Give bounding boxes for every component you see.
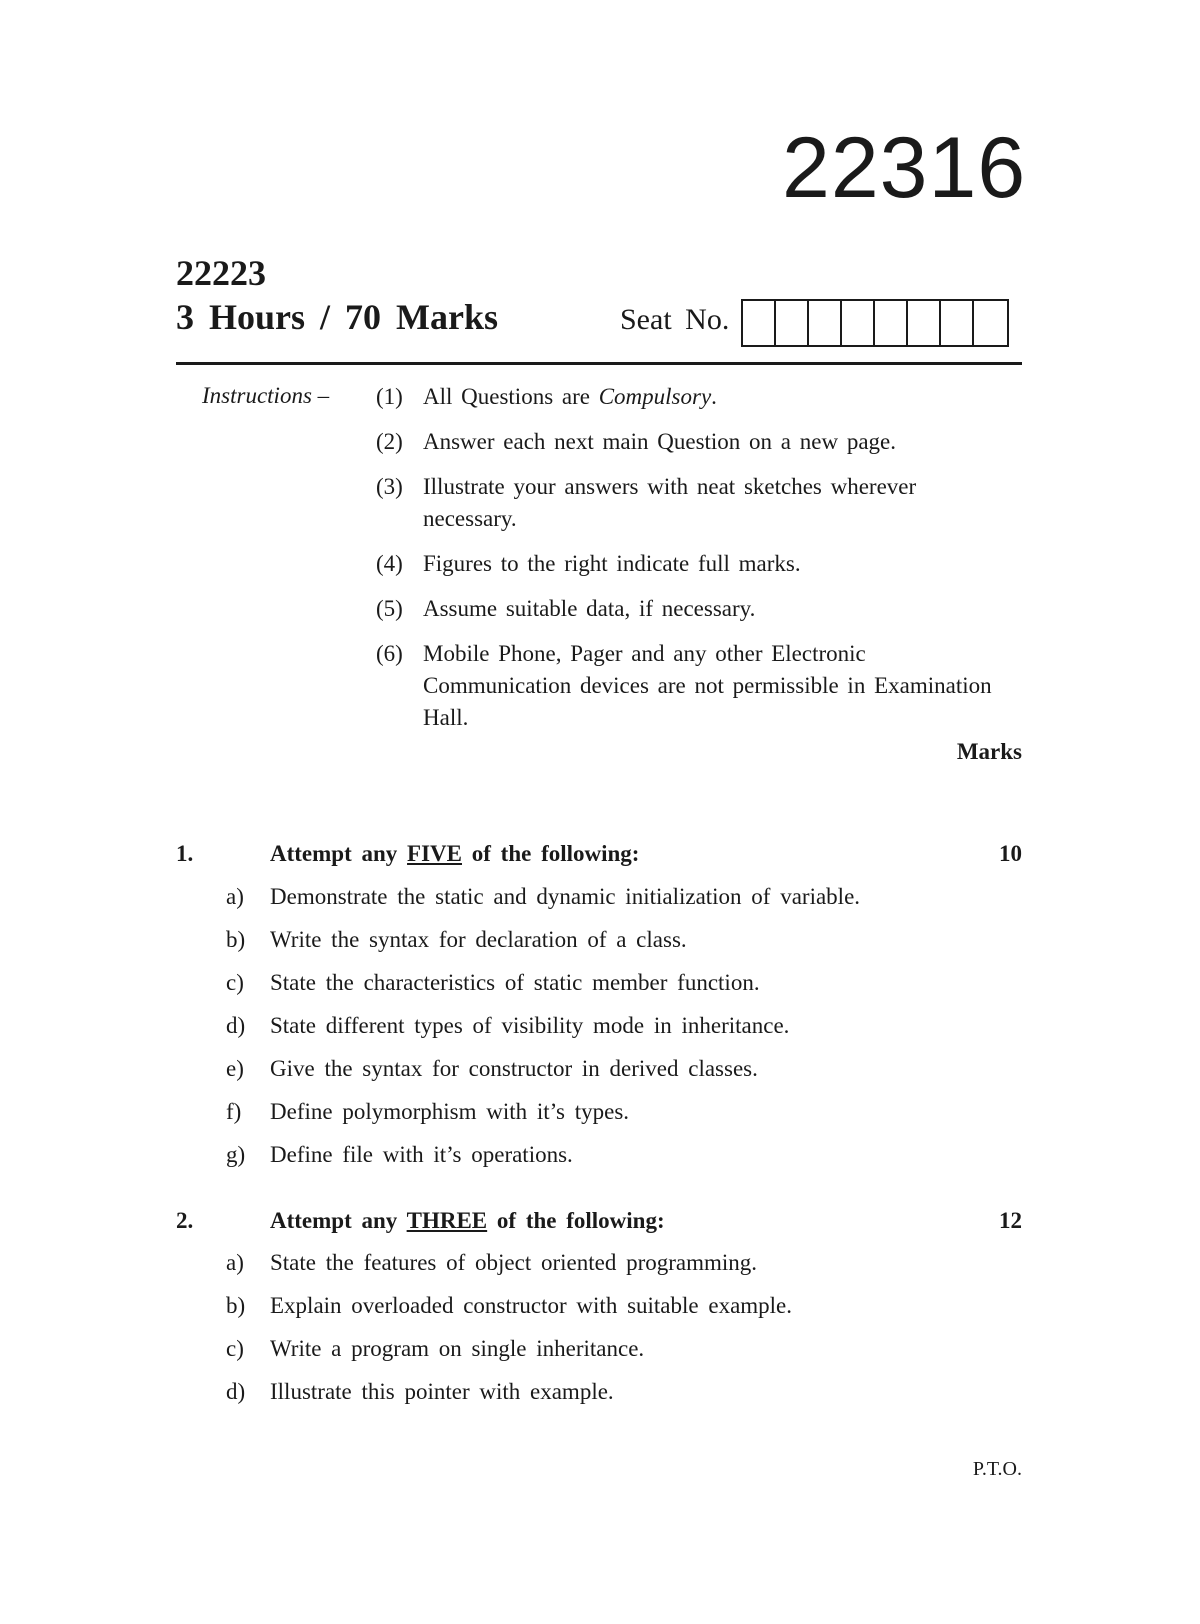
sub-question-label: a) [226,884,244,909]
instruction-number: (5) [376,596,403,621]
paper-code: 22223 [176,253,266,293]
sub-question-text: Illustrate this pointer with example. [270,1379,614,1404]
instruction-item [376,593,996,625]
sub-question [176,968,1022,1011]
sub-question-label: f) [226,1099,242,1124]
sub-question-text: Define polymorphism with it’s types. [270,1099,630,1124]
sub-question-label: g) [226,1142,246,1167]
sub-question [176,1291,1022,1334]
instruction-text: Illustrate your answers with neat sketches wherever necessary. [423,474,917,531]
sub-question [176,1054,1022,1097]
seat-box [875,301,908,345]
instruction-item [376,638,996,734]
seat-box [776,301,809,345]
instruction-item [376,548,996,580]
instruction-emphasis: Compulsory [598,384,712,409]
sub-question-text: State the characteristics of static member function. [270,970,760,995]
seat-number-label: Seat No. [620,303,730,336]
subject-code: 22316 [782,120,1027,216]
instruction-number: (1) [376,384,403,409]
sub-question [176,1011,1022,1054]
question-number: 2. [176,1208,194,1233]
seat-number-boxes [741,299,1009,347]
question-keyword: THREE [406,1208,488,1233]
sub-question-text: Write the syntax for declaration of a class. [270,927,687,952]
sub-question-label: b) [226,927,246,952]
page-turn-over: P.T.O. [972,1458,1022,1480]
sub-question-label: b) [226,1293,246,1318]
instructions-list [376,381,996,747]
instruction-item [376,426,996,458]
question-title [270,839,639,869]
sub-question [176,1377,1022,1420]
question-title-part: Attempt any [270,841,408,866]
sub-question [176,1097,1022,1140]
instruction-number: (3) [376,474,403,499]
question-title-part: of the following: [487,1208,665,1233]
instruction-item [376,471,996,535]
sub-question [176,1140,1022,1183]
sub-question-label: c) [226,970,244,995]
sub-question-text: Define file with it’s operations. [270,1142,573,1167]
instruction-text-part: . [711,384,717,409]
marks-column-heading: Marks [956,739,1022,764]
instruction-item [376,381,996,413]
question-title-part: of the following: [462,841,640,866]
sub-question-text: State different types of visibility mode in inheritance. [270,1013,790,1038]
question-marks: 12 [999,1208,1022,1233]
seat-box [941,301,974,345]
sub-question-text: Demonstrate the static and dynamic initialization of variable. [270,884,861,909]
sub-question [176,925,1022,968]
instruction-number: (2) [376,429,403,454]
sub-question-text: State the features of object oriented programming. [270,1250,758,1275]
seat-box [842,301,875,345]
sub-question-text: Give the syntax for constructor in derived classes. [270,1056,758,1081]
instruction-text-part: All Questions are [423,384,599,409]
seat-box [809,301,842,345]
duration-marks: 3 Hours / 70 Marks [176,297,499,337]
sub-question-label: d) [226,1013,246,1038]
instruction-text [423,381,996,413]
sub-question-list [176,882,1022,1183]
instruction-number: (6) [376,641,403,666]
question-title [270,1206,665,1236]
header-divider [176,362,1022,365]
instruction-number: (4) [376,551,403,576]
instruction-text: Figures to the right indicate full marks. [423,551,801,576]
instruction-text: Assume suitable data, if necessary. [423,596,756,621]
seat-box [974,301,1007,345]
sub-question [176,1334,1022,1377]
instruction-text: Answer each next main Question on a new page. [423,429,896,454]
sub-question-label: a) [226,1250,244,1275]
sub-question-text: Explain overloaded constructor with suitable example. [270,1293,793,1318]
seat-box [908,301,941,345]
question-marks: 10 [999,841,1022,866]
question-title-part: Attempt any [270,1208,407,1233]
sub-question-label: e) [226,1056,244,1081]
seat-box [743,301,776,345]
sub-question-label: d) [226,1379,246,1404]
question-number: 1. [176,841,194,866]
sub-question [176,1248,1022,1291]
sub-question-list [176,1248,1022,1420]
sub-question-text: Write a program on single inheritance. [270,1336,645,1361]
question-keyword: FIVE [407,841,462,866]
sub-question [176,882,1022,925]
instructions-label: Instructions – [202,383,330,408]
sub-question-label: c) [226,1336,244,1361]
instruction-text: Mobile Phone, Pager and any other Electronic Communication devices are not permissible in Examination Hall. [423,641,992,730]
